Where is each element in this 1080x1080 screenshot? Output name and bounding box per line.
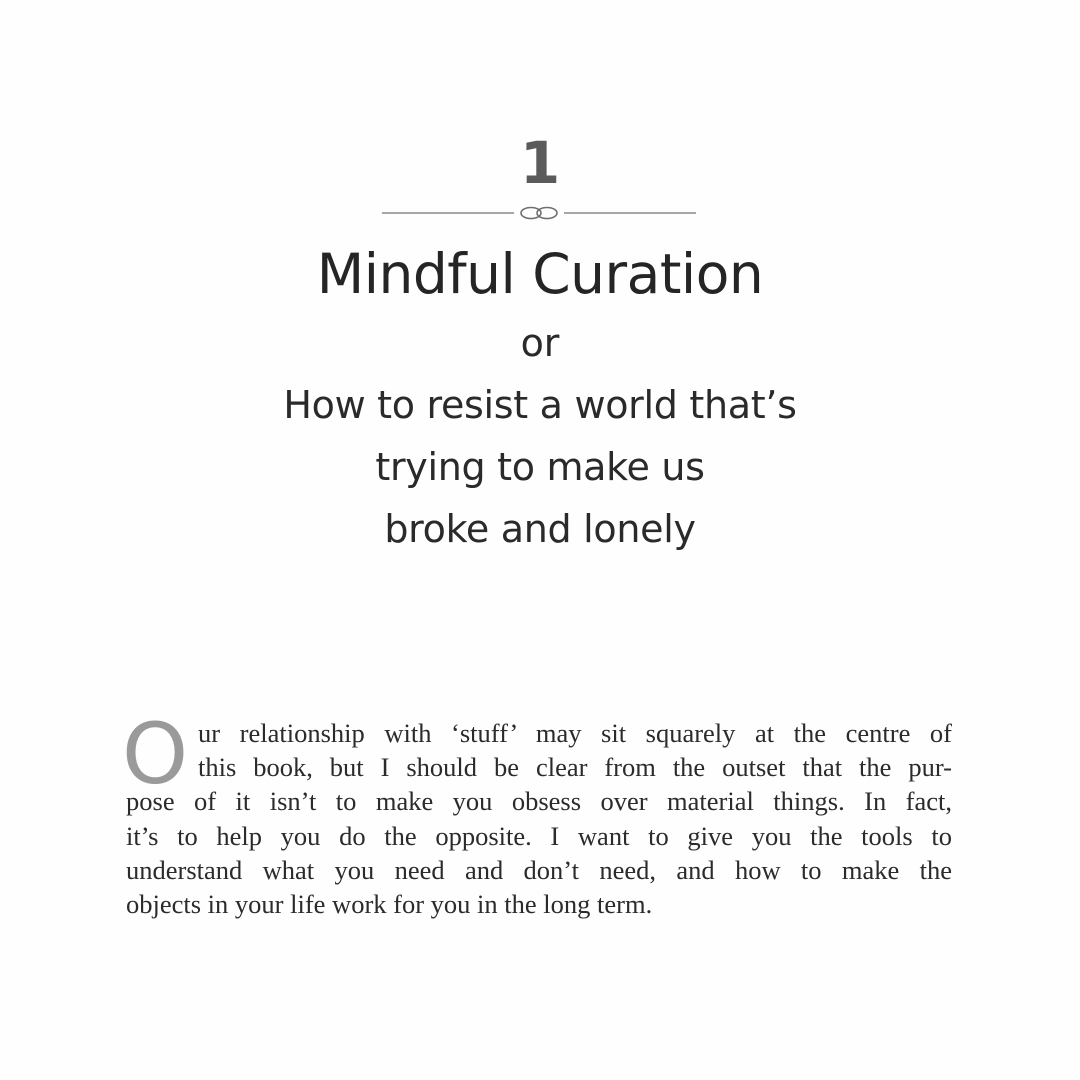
paragraph-line: pose of it isn’t to make you obsess over material things. In fact,: [126, 786, 952, 817]
chapter-connector: or: [520, 321, 560, 365]
body-paragraph: [126, 716, 952, 921]
chapter-number: 1: [519, 129, 561, 197]
paragraph-line: understand what you need and don’t need, and how to make the: [126, 854, 952, 885]
subtitle-line: broke and lonely: [384, 507, 696, 551]
chapter-divider: [382, 202, 696, 224]
drop-cap: O: [122, 705, 189, 803]
paragraph-line: it’s to help you do the opposite. I want to give you the tools to: [126, 820, 952, 851]
paragraph-line: this book, but I should be clear from the outset that the pur-: [198, 752, 952, 783]
chapter-title: Mindful Curation: [316, 242, 764, 306]
paragraph-line: ur relationship with ‘stuff’ may sit squarely at the centre of: [198, 718, 952, 748]
chapter-subtitle: [0, 374, 1080, 560]
infinity-ornament-icon: [521, 208, 557, 219]
subtitle-line: How to resist a world that’s: [283, 383, 797, 427]
subtitle-line: trying to make us: [375, 445, 705, 489]
paragraph-line: objects in your life work for you in the long term.: [126, 889, 653, 920]
